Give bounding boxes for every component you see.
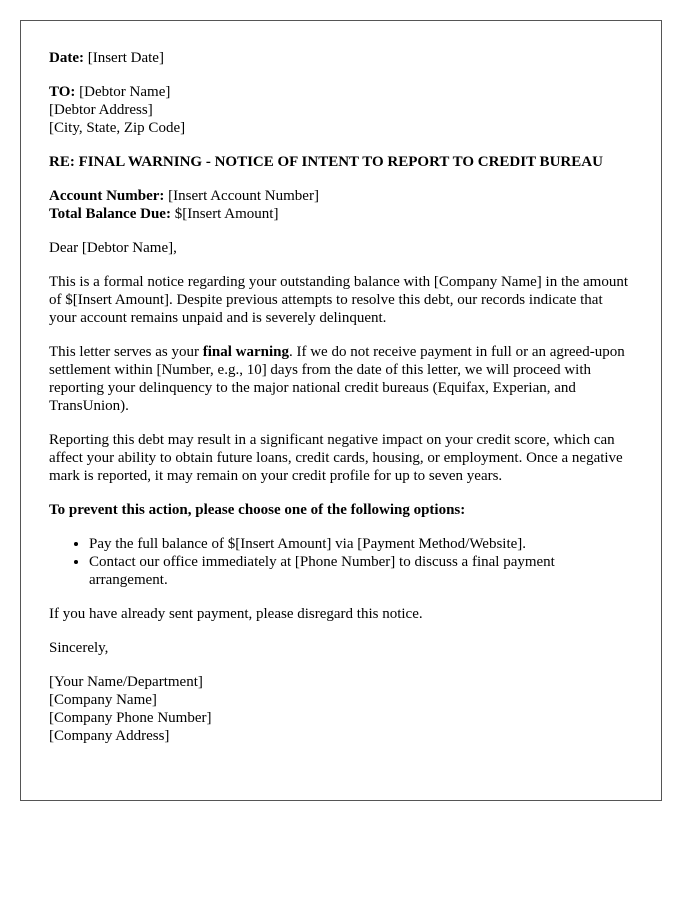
account-block: Account Number: [Insert Account Number] Total Balance Due: $[Insert Amount] [49, 188, 319, 222]
options-heading: To prevent this action, please choose one of the following options: [49, 502, 466, 518]
date-line: Date: [Insert Date] [49, 50, 164, 66]
disregard-note: If you have already sent payment, please disregard this notice. [49, 606, 423, 622]
list-item: • Pay the full balance of $[Insert Amount] via [Payment Method/Website]. [89, 535, 633, 553]
options-list [49, 535, 633, 589]
paragraph-notice: This is a formal notice regarding your outstanding balance with [Company Name] in the amount of $[Insert Amount]. Despite previous attempts to resolve this debt, our records indicate that your account remains unpaid and is severely delinquent. [49, 274, 629, 326]
salutation: Dear [Debtor Name], [49, 240, 177, 256]
closing: Sincerely, [49, 640, 109, 656]
recipient-block: TO: [Debtor Name] [Debtor Address] [City, State, Zip Code] [49, 84, 186, 136]
paragraph-warning: This letter serves as your final warning. If we do not receive payment in full or an agreed-upon settlement within [Number, e.g., 10] days from the date of this letter, we will proceed with reporting your delinquency to the major national credit bureaus (Equifax, Experian, and TransUnion). [49, 344, 625, 414]
letter [20, 20, 662, 801]
paragraph-consequences: Reporting this debt may result in a significant negative impact on your credit score, which can affect your ability to obtain future loans, credit cards, housing, or employment. Once a negative mark is reported, it may remain on your credit profile for up to seven years. [49, 432, 623, 484]
signature-block: [Your Name/Department] [Company Name] [Company Phone Number] [Company Address] [49, 674, 212, 744]
subject-line: RE: FINAL WARNING - NOTICE OF INTENT TO REPORT TO CREDIT BUREAU [49, 154, 603, 170]
list-item: • Contact our office immediately at [Phone Number] to discuss a final payment arrangement. [89, 553, 633, 589]
